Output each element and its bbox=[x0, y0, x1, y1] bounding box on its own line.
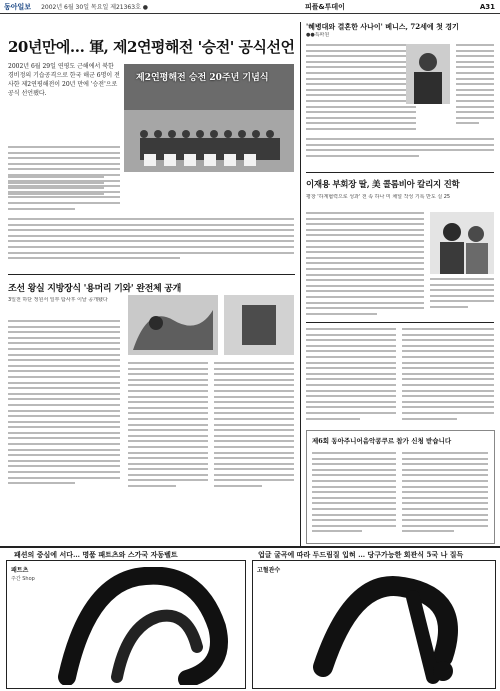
ad-left-belt-illustration bbox=[47, 567, 237, 685]
ad-left-brand: 패트츠 bbox=[11, 567, 29, 574]
notice-box-col2 bbox=[402, 452, 488, 536]
right-story1-body-c bbox=[306, 138, 494, 168]
page-number: A31 bbox=[479, 2, 495, 11]
right-story2-photo bbox=[430, 212, 494, 274]
notices-col2 bbox=[402, 328, 494, 424]
right-story2-body-b bbox=[430, 278, 494, 318]
notice-box-headline: 제6회 동아주니어음악콩쿠르 참가 신청 받습니다 bbox=[312, 437, 452, 445]
column-divider bbox=[300, 22, 301, 546]
page-header bbox=[0, 0, 500, 14]
ad-left[interactable] bbox=[6, 560, 246, 689]
notices-col1 bbox=[306, 328, 396, 424]
section-divider-3 bbox=[306, 322, 494, 323]
story3-photo-2 bbox=[224, 295, 294, 355]
lead-deck: 2002년 6월 29일 연평도 근해에서 북한 경비정의 기습공격으로 한국 해군 6명이 전사한 제2연평해전이 20년 만에 '승전'으로 공식 선언됐다. bbox=[8, 63, 120, 97]
story3-body-col1 bbox=[8, 320, 120, 485]
story3-body-col2 bbox=[128, 362, 208, 492]
right-story1-photo bbox=[406, 44, 450, 104]
right-story1-body-b bbox=[456, 44, 494, 134]
right-story1-headline: '혜병대와 결혼한 사나이' 베니스, 72세에 첫 경기 bbox=[306, 22, 459, 31]
masthead: 동아일보 bbox=[4, 2, 32, 11]
ad-right-belt-illustration bbox=[293, 567, 489, 685]
ad-right-headline: 업글 굴곡에 따라 두드림질 입혀 … 당구가능한 회관식 5국 나 질득 bbox=[258, 550, 464, 559]
right-story1-byline: ●●특파원 bbox=[306, 32, 330, 38]
section-name: 피플&투데이 bbox=[305, 2, 345, 11]
ad-left-side-label: 주간 Shop bbox=[11, 576, 35, 582]
right-story2-body bbox=[306, 212, 424, 316]
lead-headline: 20년만에… 軍, 제2연평해전 '승전' 공식선언 bbox=[8, 38, 295, 56]
right-story1-body-a bbox=[306, 44, 416, 134]
lead-photo-caption: 제2연평해전 승전 20주년 기념식 bbox=[136, 73, 269, 83]
section-divider-2 bbox=[306, 172, 494, 173]
right-story2-subhead: 평창 '하계협력으로 성과' 전 속 하나 미 채널 작성 기록 반도 실 25 bbox=[306, 194, 451, 200]
story3-body-col3 bbox=[214, 362, 294, 492]
ad-right[interactable] bbox=[252, 560, 496, 689]
issue-date: 2002년 6월 30일 목요일 제21363호 ● bbox=[41, 4, 149, 11]
story3-photo-1 bbox=[128, 295, 218, 355]
ad-right-brand: 고혈관수 bbox=[257, 567, 281, 574]
story3-deck: 3일전 하단 정원서 일부 탐사후 이날 공개됐다 bbox=[8, 297, 108, 303]
lead-body-col2 bbox=[8, 176, 104, 216]
lead-body-bottom bbox=[8, 218, 294, 262]
story3-headline: 조선 왕실 지방장식 '용머리 기와' 완전체 공개 bbox=[8, 284, 182, 294]
ad-divider bbox=[0, 546, 500, 548]
notice-box-col1 bbox=[312, 452, 396, 536]
section-divider-1 bbox=[8, 274, 295, 275]
right-story2-headline: 이재용 부회장 딸, 美 콜롬비아 칼리지 진학 bbox=[306, 180, 460, 190]
ad-left-headline: 패션의 중심에 서다… 명품 패트츠와 스가국 자동벨트 bbox=[14, 550, 178, 559]
